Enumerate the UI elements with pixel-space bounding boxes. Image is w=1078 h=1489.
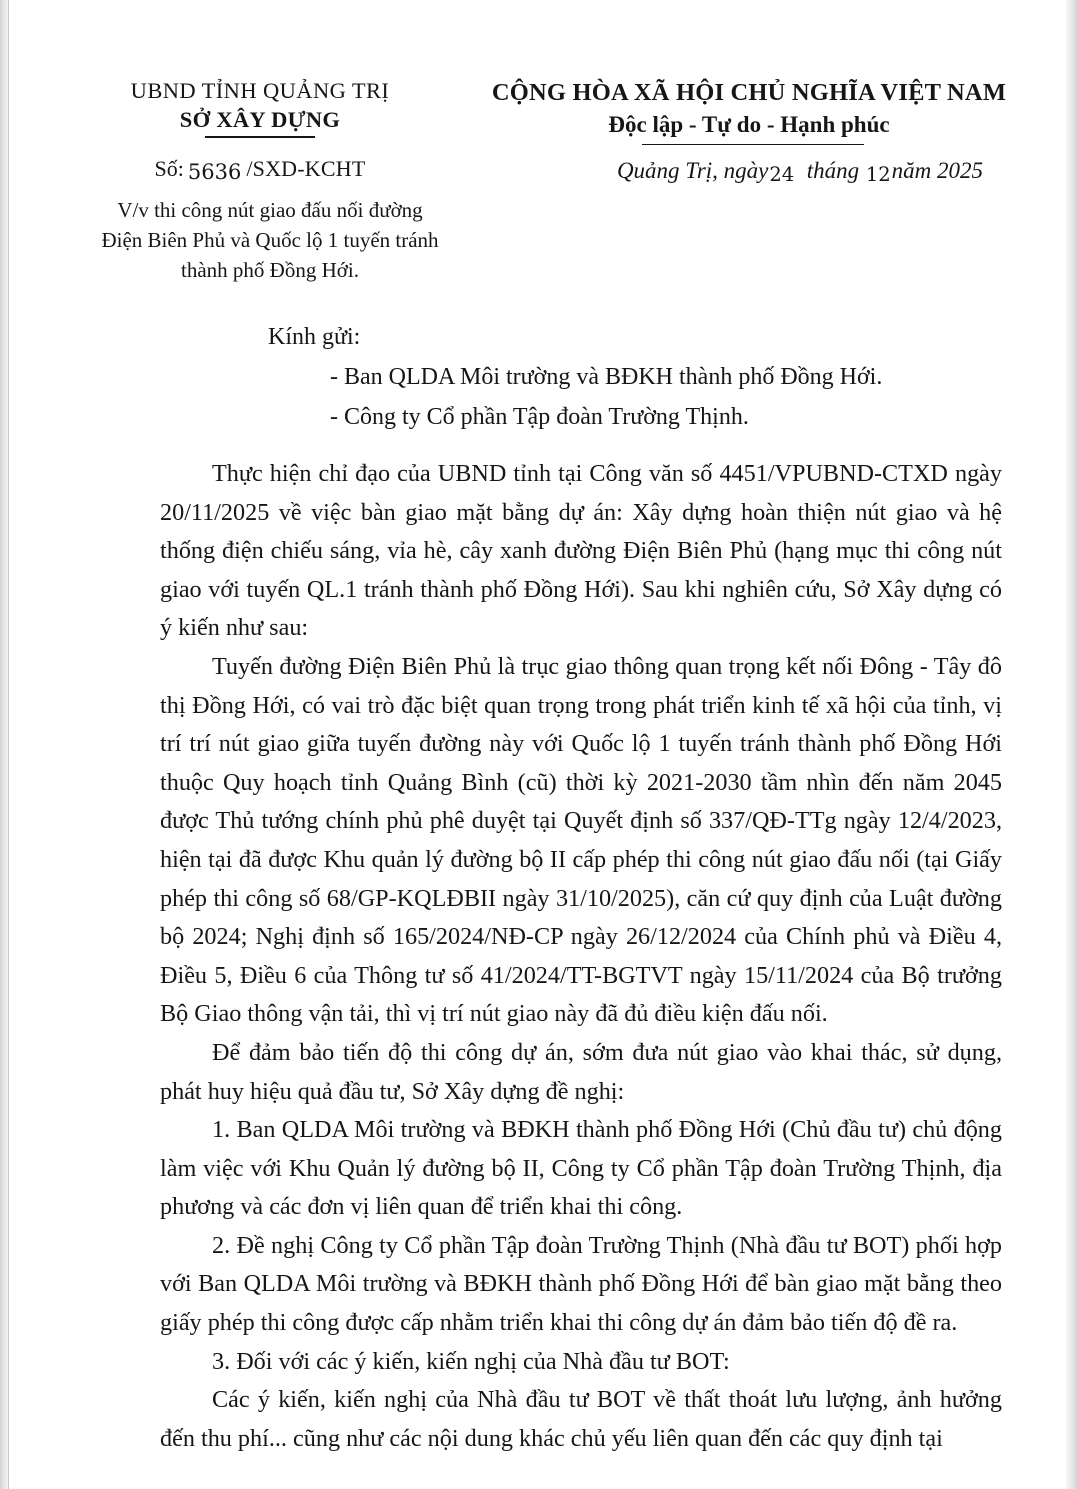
- document-number-line: [60, 156, 460, 182]
- document-subject: [60, 196, 480, 285]
- date-line: [560, 158, 1040, 184]
- date-month-label: tháng: [806, 158, 860, 183]
- document-number-suffix: /SXD-KCHT: [246, 156, 366, 181]
- document-header: [0, 78, 1078, 140]
- date-day: 24: [769, 163, 795, 186]
- recipient-item: - Công ty Cổ phần Tập đoàn Trường Thịnh.: [330, 404, 749, 430]
- date-year: 2025: [937, 158, 984, 183]
- subject-line-1: V/v thi công nút giao đấu nối đường: [117, 198, 423, 222]
- body-paragraph-item-2: 2. Đề nghị Công ty Cổ phần Tập đoàn Trường Thịnh (Nhà đầu tư BOT) phối hợp với Ban QLDA Môi trường và BĐKH thành phố Đồng Hới để bàn giao mặt bằng theo giấy phép thi công được cấp nhằm triển khai thi công dự án đảm bảo tiến độ đề ra.: [160, 1231, 1002, 1337]
- body-paragraph-item-1: 1. Ban QLDA Môi trường và BĐKH thành phố Đồng Hới (Chủ đầu tư) chủ động làm việc với Khu Quản lý đường bộ II, Công ty Cổ phần Tập đoàn Trường Thịnh, địa phương và các đơn vị liên quan để triển khai thi công.: [160, 1116, 1002, 1221]
- date-place: Quảng Trị, ngày: [616, 158, 769, 183]
- scan-edge-right: [1066, 0, 1078, 1489]
- parent-organization: UBND TỈNH QUẢNG TRỊ: [130, 78, 390, 103]
- body-paragraph: Thực hiện chỉ đạo của UBND tỉnh tại Công văn số 4451/VPUBND-CTXD ngày 20/11/2025 về việc bàn giao mặt bằng dự án: Xây dựng hoàn thiện nút giao và hệ thống điện chiếu sáng, vỉa hè, cây xanh đường Điện Biên Phủ (hạng mục thi công nút giao với tuyến QL.1 tránh thành phố Đồng Hới). Sau khi nghiên cứu, Sở Xây dựng có ý kiến như sau:: [160, 460, 1002, 642]
- issuing-agency-block: [60, 78, 460, 134]
- document-number-label: Số:: [154, 156, 184, 181]
- subject-line-3: thành phố Đồng Hới.: [181, 257, 359, 282]
- recipients-title: Kính gửi:: [268, 324, 361, 350]
- national-motto: Độc lập - Tự do - Hạnh phúc: [608, 109, 889, 140]
- body-paragraph: Tuyến đường Điện Biên Phủ là trục giao thông quan trọng kết nối Đông - Tây đô thị Đồng Hới, có vai trò đặc biệt quan trọng trong phát triển kinh tế xã hội của tỉnh, vị trí trí nút giao giữa tuyến đường này với Quốc lộ 1 tuyến tránh thành phố Đồng Hới thuộc Quy hoạch tỉnh Quảng Bình (cũ) thời kỳ 2021-2030 tầm nhìn đến năm 2045 được Thủ tướng chính phủ phê duyệt tại Quyết định số 337/QĐ-TTg ngày 12/4/2023, hiện tại đã được Khu quản lý đường bộ II cấp phép thi công nút giao đấu nối (tại Giấy phép thi công số 68/GP-KQLĐBII ngày 31/10/2025), căn cứ quy định của Luật đường bộ 2024; Nghị định số 165/2024/NĐ-CP ngày 26/12/2024 của Chính phủ và Điều 4, Điều 5, Điều 6 của Thông tư số 41/2024/TT-BGTVT ngày 15/11/2024 của Bộ trưởng Bộ Giao thông vận tải, thì vị trí nút giao này đã đủ điều kiện đấu nối.: [160, 652, 1002, 1028]
- country-name: CỘNG HÒA XÃ HỘI CHỦ NGHĨA VIỆT NAM: [491, 79, 1007, 106]
- body-paragraph-item-3: 3. Đối với các ý kiến, kiến nghị của Nhà đầu tư BOT:: [212, 1347, 730, 1375]
- scan-edge-left: [0, 0, 9, 1489]
- national-heading-block: [460, 78, 1078, 140]
- issuing-organization: SỞ XÂY DỰNG: [180, 105, 340, 134]
- date-month: 12: [865, 163, 891, 186]
- date-year-label: năm: [891, 158, 932, 183]
- document-body: [160, 455, 1002, 1458]
- subject-line-2: Điện Biên Phủ và Quốc lộ 1 tuyến tránh: [101, 227, 439, 252]
- body-paragraph: Các ý kiến, kiến nghị của Nhà đầu tư BOT về thất thoát lưu lượng, ảnh hưởng đến thu phí... cũng như các nội dung khác chủ yếu liên quan đến các quy định tại: [160, 1386, 1002, 1452]
- recipient-item: - Ban QLDA Môi trường và BĐKH thành phố Đồng Hới.: [330, 364, 883, 390]
- recipients-block: [268, 325, 988, 429]
- body-paragraph: Để đảm bảo tiến độ thi công dự án, sớm đưa nút giao vào khai thác, sử dụng, phát huy hiệu quả đầu tư, Sở Xây dựng đề nghị:: [160, 1038, 1002, 1105]
- document-number-value: 5636: [187, 160, 242, 184]
